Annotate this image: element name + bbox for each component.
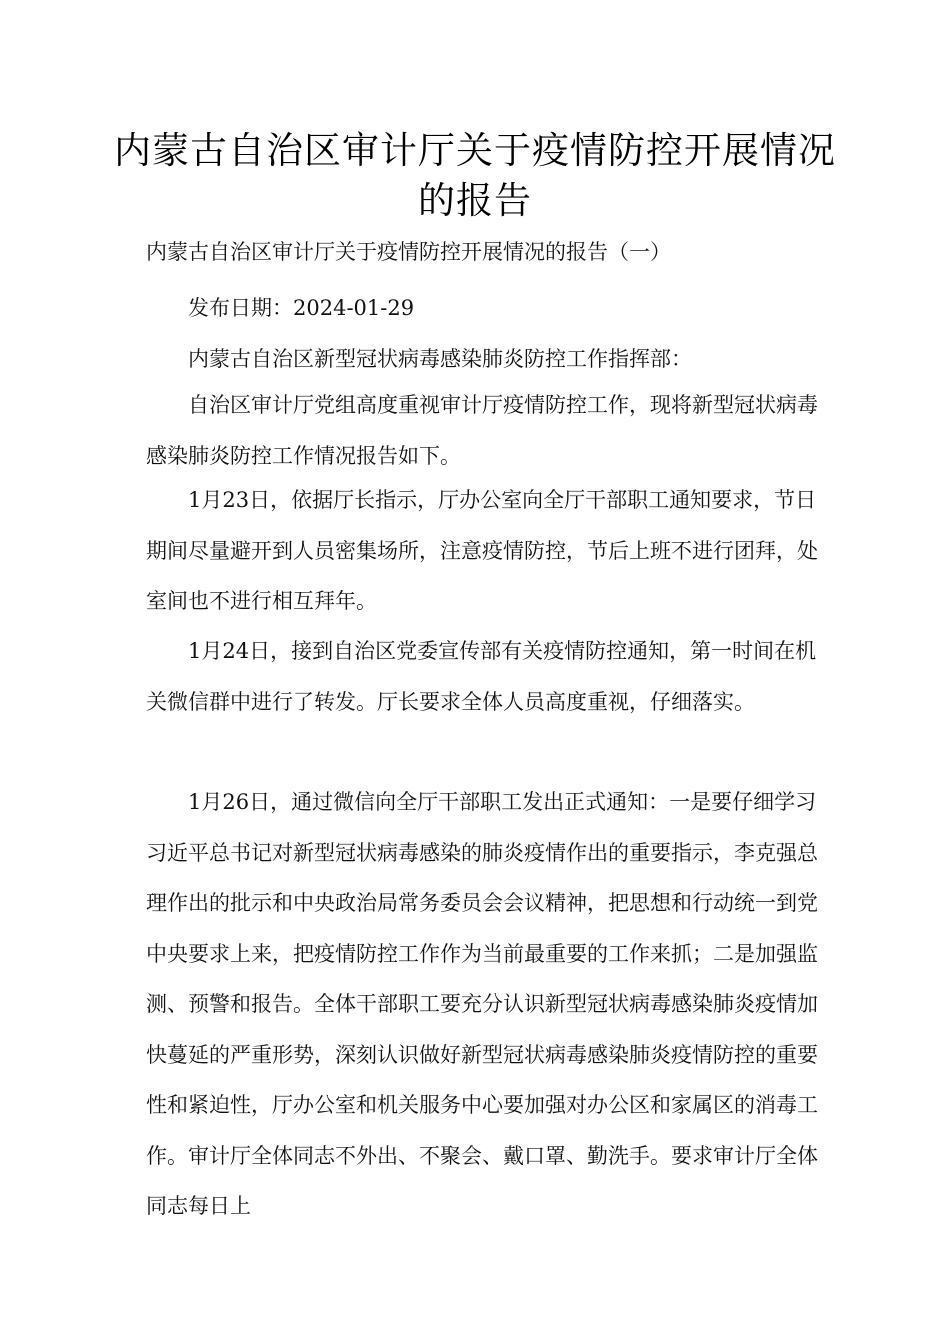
- document-subtitle: 内蒙古自治区审计厅关于疫情防控开展情况的报告（一）: [146, 240, 671, 264]
- body-paragraph: 1月24日，接到自治区党委宣传部有关疫情防控通知，第一时间在机关微信群中进行了转发。厅长要求全体人员高度重视，仔细落实。: [146, 639, 817, 714]
- publish-date: 发布日期：2024-01-29: [188, 296, 415, 320]
- body-paragraph: 自治区审计厅党组高度重视审计厅疫情防控工作，现将新型冠状病毒感染肺炎防控工作情况报告如下。: [146, 393, 818, 468]
- addressee: 内蒙古自治区新型冠状病毒感染肺炎防控工作指挥部：: [188, 347, 692, 371]
- body-paragraph: 1月26日，通过微信向全厅干部职工发出正式通知：一是要仔细学习习近平总书记对新型冠状病毒感染的肺炎疫情作出的重要指示，李克强总理作出的批示和中央政治局常务委员会会议精神，把思想和行动统一到党中央要求上来，把疫情防控工作作为当前最重要的工作来抓；二是加强监测、预警和报告。全体干部职工要充分认识新型冠状病毒感染肺炎疫情加快蔓延的严重形势，深刻认识做好新型冠状病毒感染肺炎疫情防控的重要性和紧迫性，厅办公室和机关服务中心要加强对办公区和家属区的消毒工作。审计厅全体同志不外出、不聚会、戴口罩、勤洗手。要求审计厅全体同志每日上: [146, 790, 818, 1218]
- body-paragraph: 1月23日，依据厅长指示，厅办公室向全厅干部职工通知要求，节日期间尽量避开到人员密集场所，注意疫情防控，节后上班不进行团拜，处室间也不进行相互拜年。: [146, 488, 818, 613]
- document-title: 内蒙古自治区审计厅关于疫情防控开展情况的报告: [114, 129, 836, 222]
